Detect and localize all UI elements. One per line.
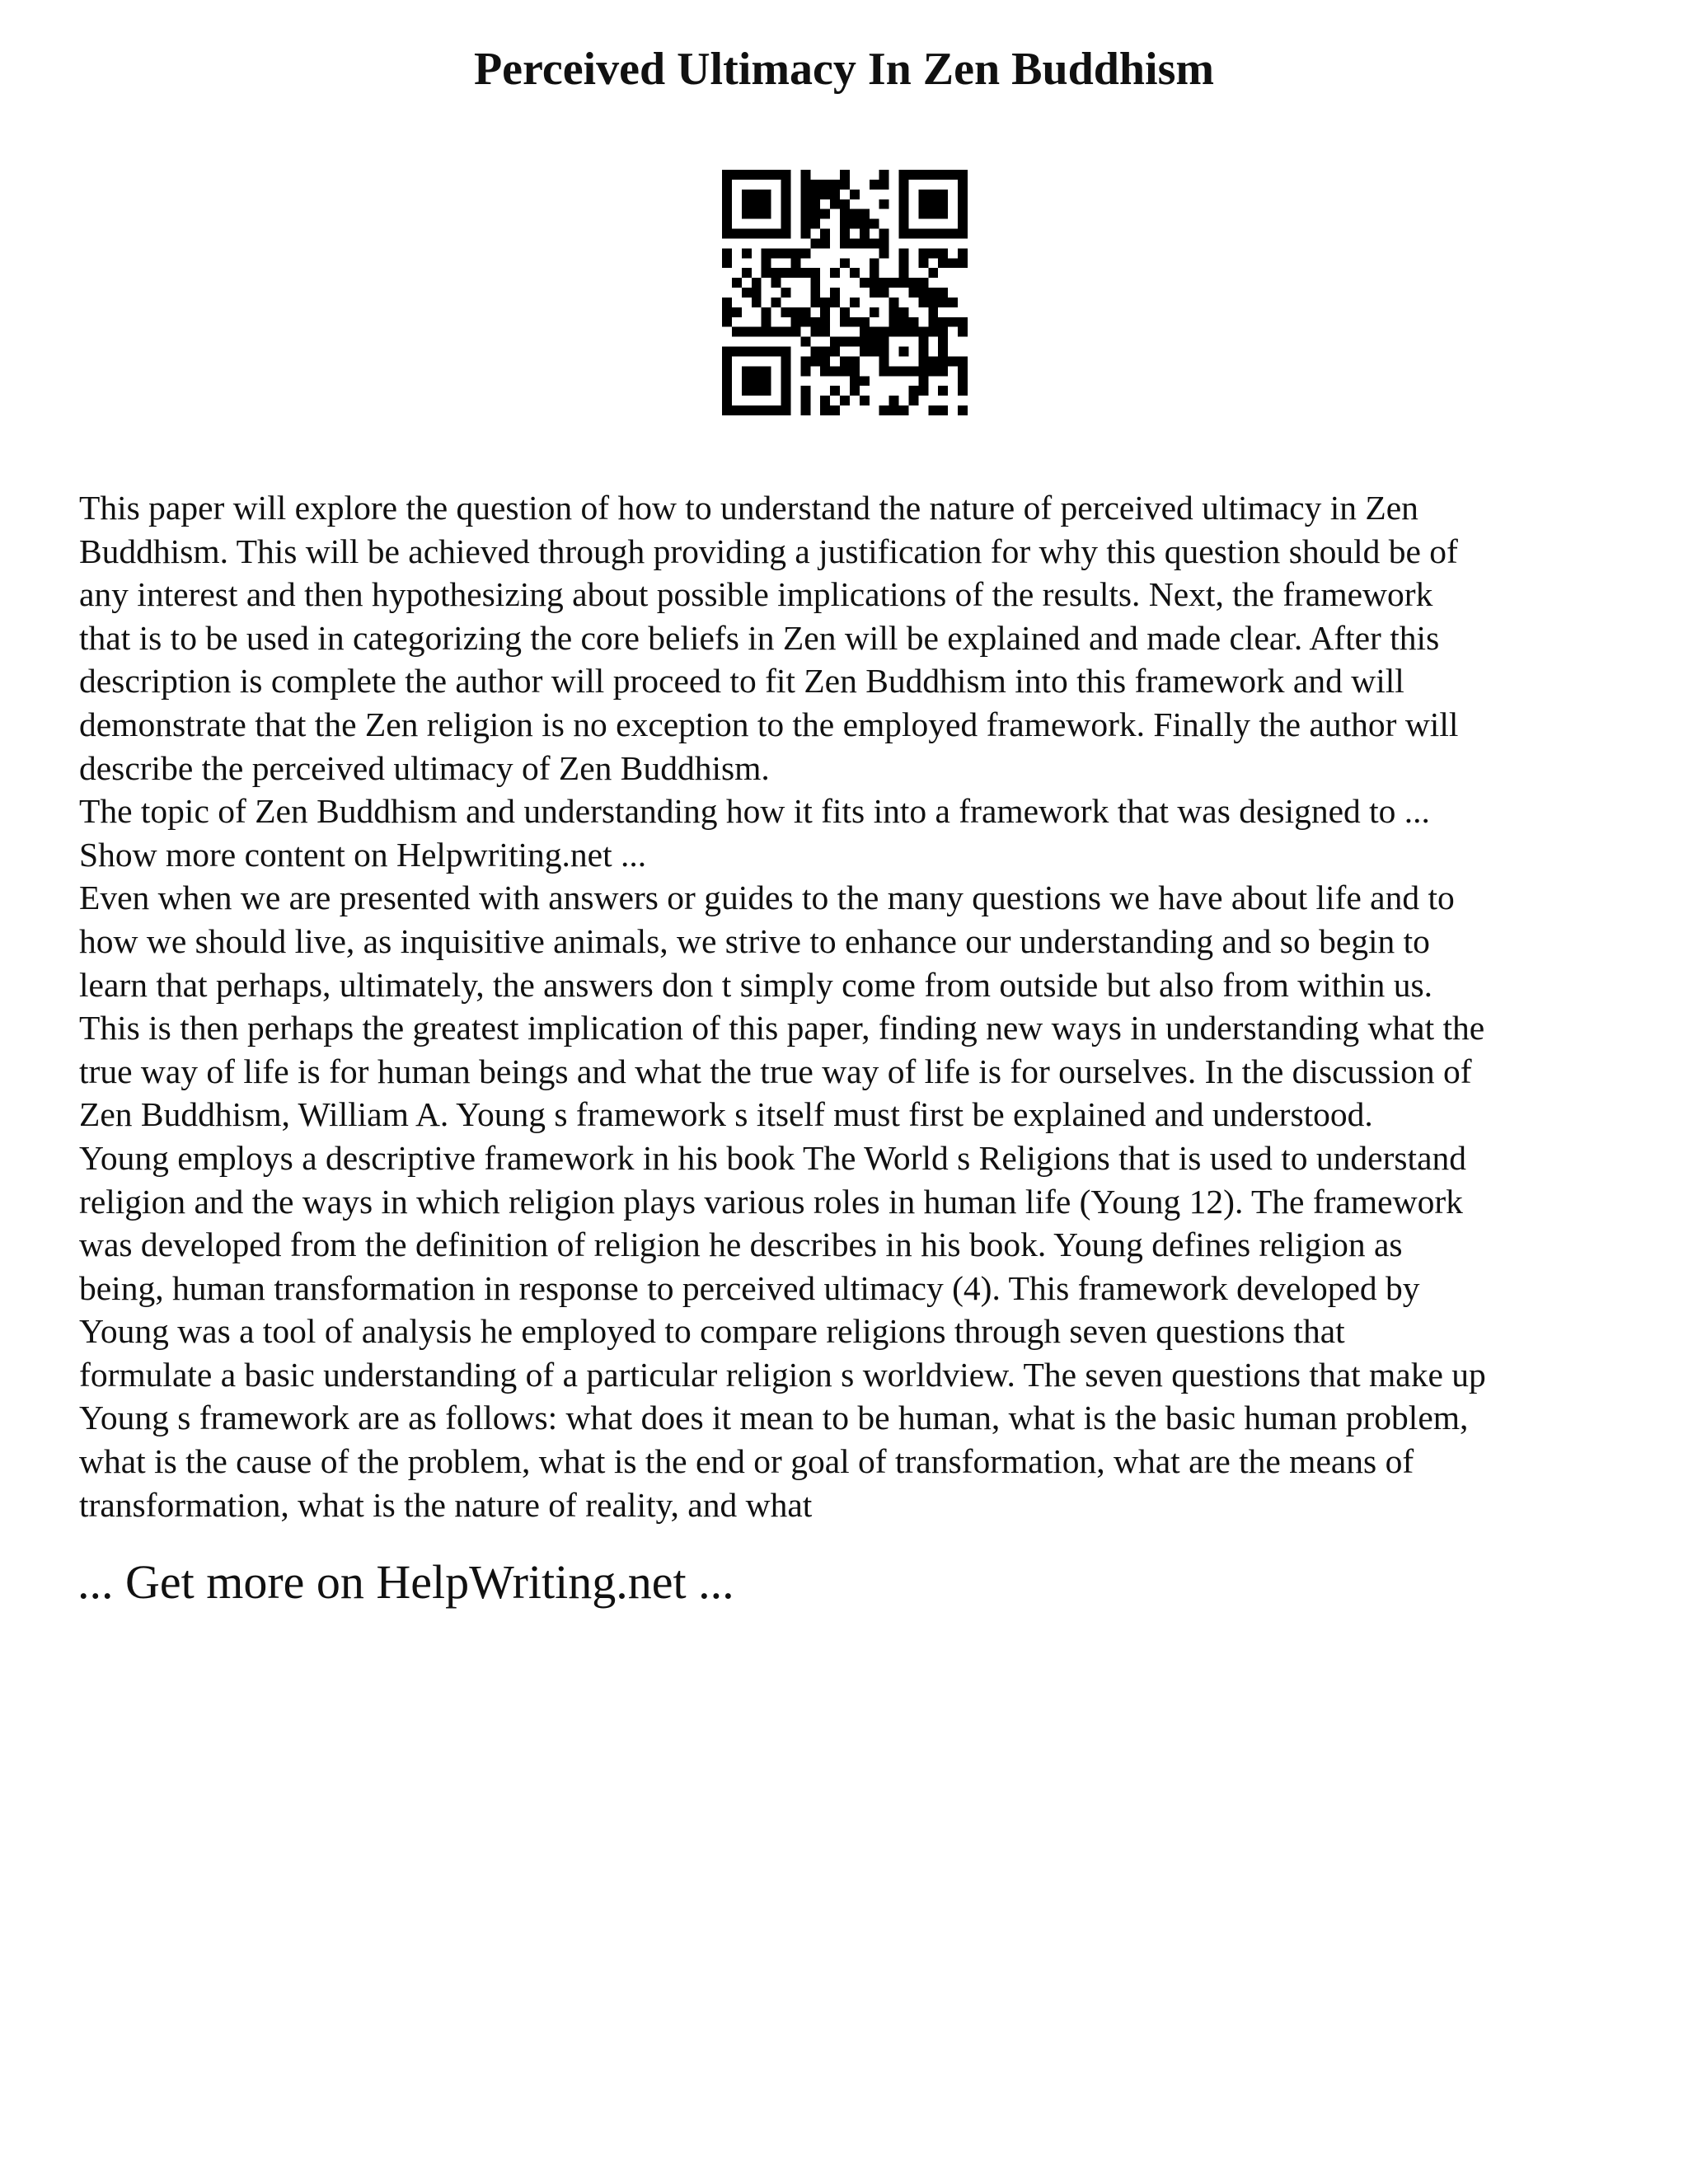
- body-line: Buddhism. This will be achieved through providing a justification for why this question should be of: [79, 532, 1458, 570]
- body-line: Young s framework are as follows: what does it mean to be human, what is the basic human problem,: [79, 1399, 1469, 1437]
- body-line: formulate a basic understanding of a particular religion s worldview. The seven questions that make up: [79, 1355, 1486, 1394]
- body-text: [79, 486, 1629, 1526]
- body-line: religion and the ways in which religion plays various roles in human life (Young 12). The framework: [79, 1182, 1463, 1221]
- body-line: The topic of Zen Buddhism and understanding how it fits into a framework that was designed to ...: [79, 792, 1430, 831]
- body-line: transformation, what is the nature of reality, and what: [79, 1485, 813, 1524]
- body-line: Young was a tool of analysis he employed to compare religions through seven questions that: [79, 1312, 1345, 1351]
- body-line: how we should live, as inquisitive animals, we strive to enhance our understanding and so begin to: [79, 921, 1430, 960]
- get-more-link[interactable]: ... Get more on HelpWriting.net ...: [77, 1555, 734, 1609]
- body-line: Young employs a descriptive framework in his book The World s Religions that is used to understand: [79, 1138, 1466, 1177]
- body-line: Even when we are presented with answers or guides to the many questions we have about life and to: [79, 879, 1455, 917]
- body-line: that is to be used in categorizing the core beliefs in Zen will be explained and made clear. After this: [79, 618, 1440, 657]
- body-line: was developed from the definition of religion he describes in his book. Young defines religion as: [79, 1226, 1403, 1264]
- body-line: This paper will explore the question of how to understand the nature of perceived ultimacy in Zen: [79, 489, 1418, 527]
- body-line: description is complete the author will proceed to fit Zen Buddhism into this framework and will: [79, 662, 1404, 701]
- body-line: true way of life is for human beings and what the true way of life is for ourselves. In the discussion of: [79, 1052, 1472, 1090]
- body-line: learn that perhaps, ultimately, the answers don t simply come from outside but also from within us.: [79, 965, 1433, 1004]
- page-title: Perceived Ultimacy In Zen Buddhism: [473, 44, 1215, 95]
- qr-code-icon: [722, 170, 968, 415]
- body-line: describe the perceived ultimacy of Zen Buddhism.: [79, 748, 770, 787]
- body-line: demonstrate that the Zen religion is no exception to the employed framework. Finally the author will: [79, 705, 1459, 743]
- body-line: Zen Buddhism, William A. Young s framework s itself must first be explained and understood.: [79, 1095, 1373, 1134]
- body-line: This is then perhaps the greatest implication of this paper, finding new ways in understanding what the: [79, 1009, 1485, 1047]
- show-more-link[interactable]: Show more content on Helpwriting.net ...: [79, 835, 647, 874]
- body-line: what is the cause of the problem, what is the end or goal of transformation, what are the means of: [79, 1442, 1414, 1481]
- body-line: any interest and then hypothesizing about possible implications of the results. Next, the framework: [79, 575, 1433, 614]
- qr-code-graphic: [722, 170, 968, 415]
- body-line: being, human transformation in response to perceived ultimacy (4). This framework developed by: [79, 1268, 1420, 1307]
